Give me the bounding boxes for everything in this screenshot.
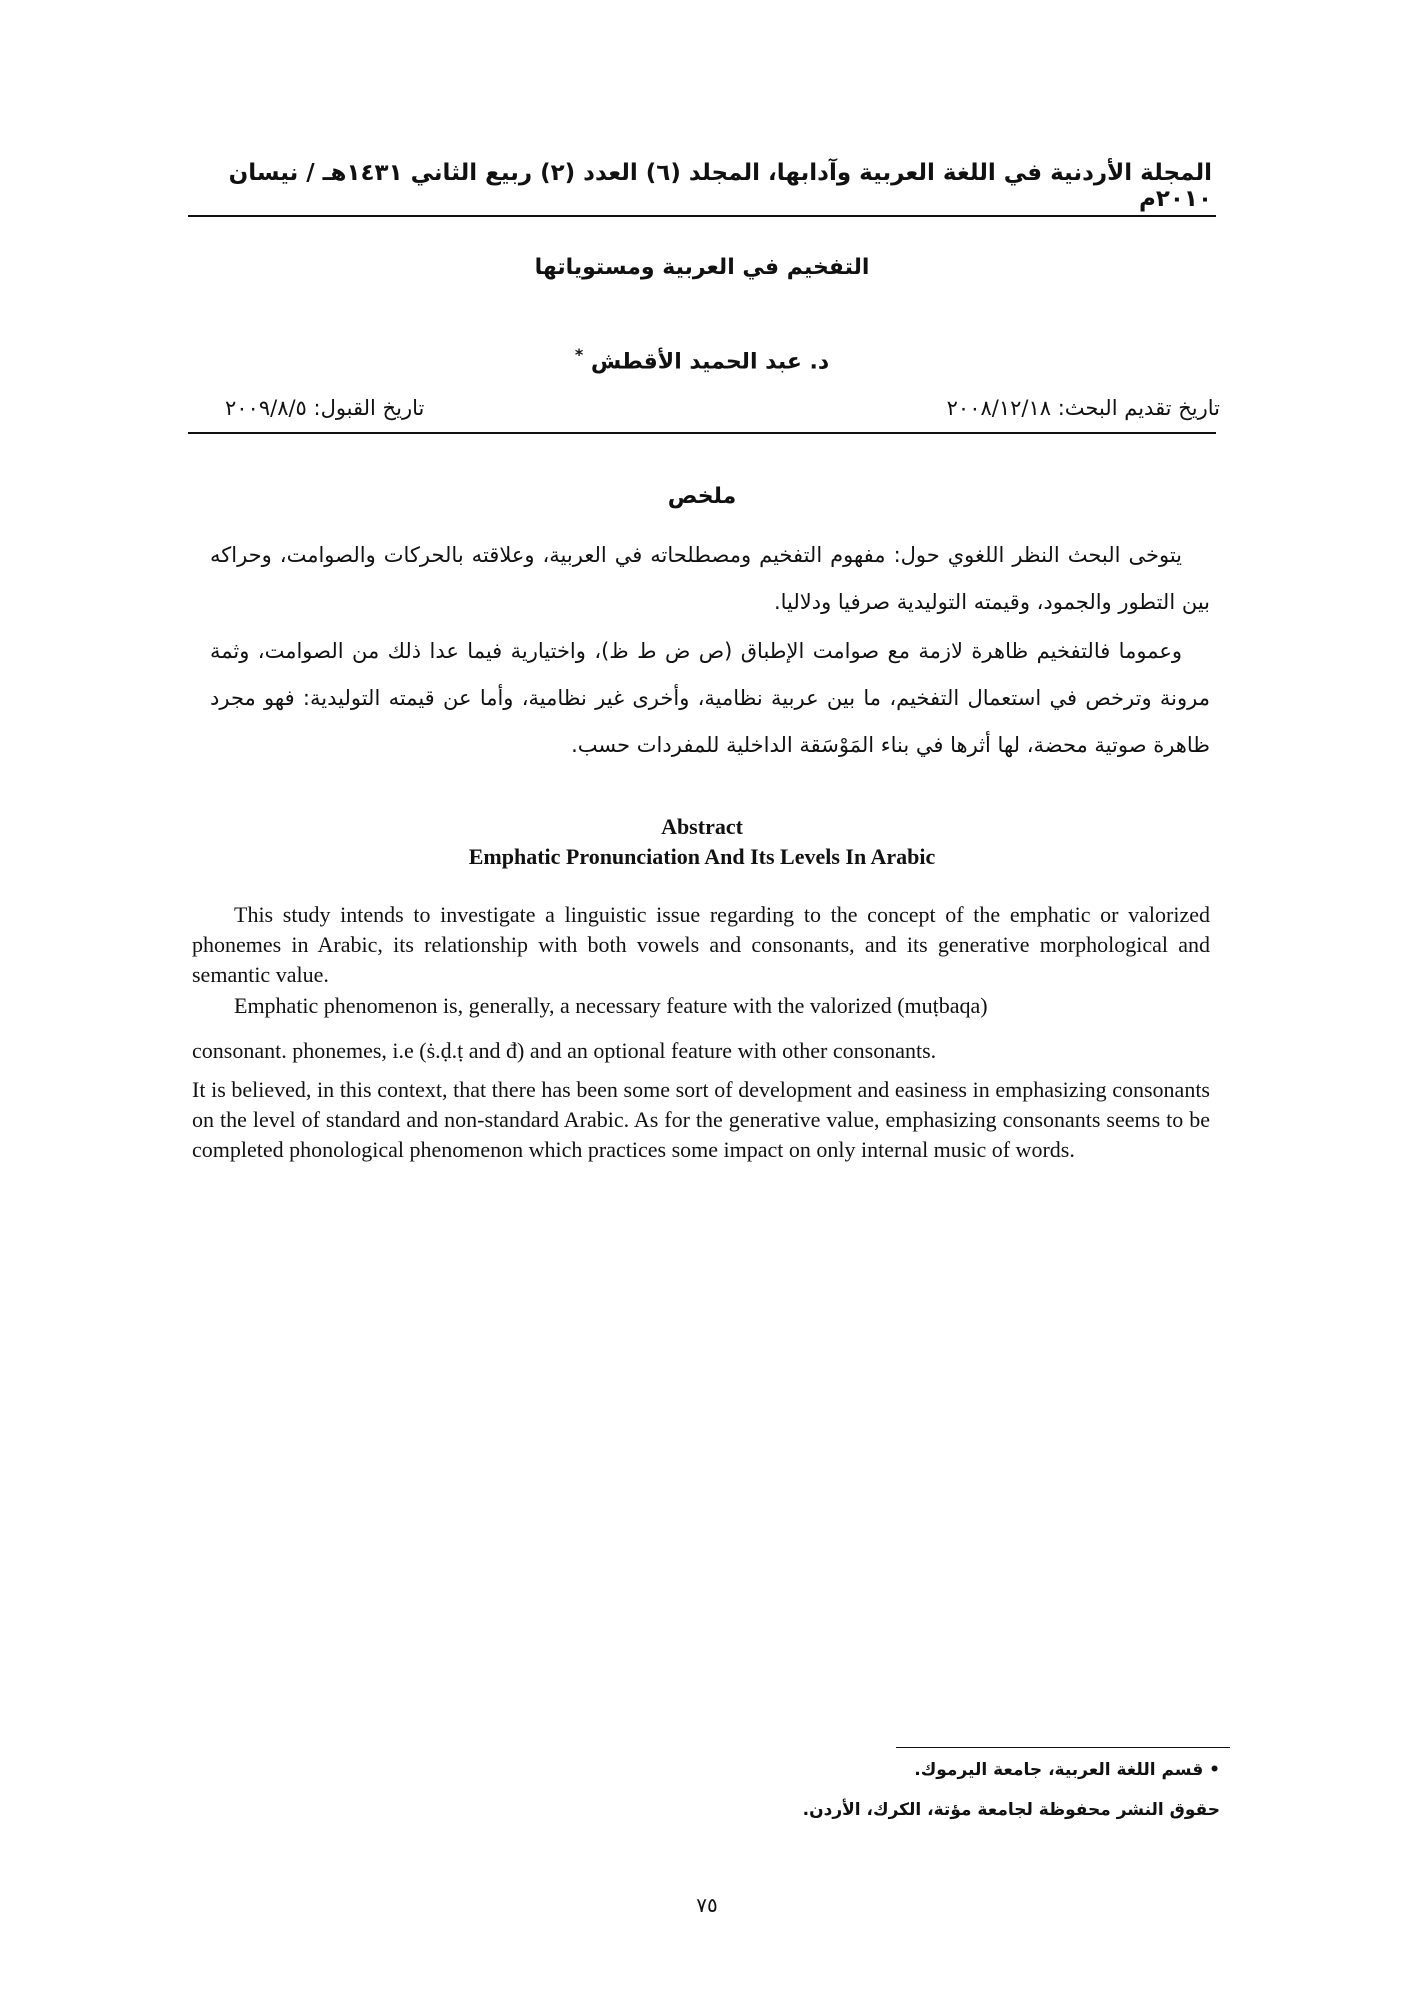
footnote-rule — [896, 1747, 1230, 1748]
english-abstract-paragraph-3: consonant. phonemes, i.e (ṡ.ḍ.ṭ and đ) and an optional feature with other consonants. — [192, 1038, 937, 1063]
arabic-abstract-heading: ملخص — [667, 484, 737, 509]
acceptance-date: تاريخ القبول: ٢٠٠٩/٨/٥ — [225, 396, 425, 420]
submission-date: تاريخ تقديم البحث: ٢٠٠٨/١٢/١٨ — [946, 396, 1220, 420]
author-line — [188, 345, 1216, 374]
english-paper-title: Emphatic Pronunciation And Its Levels In Arabic — [468, 844, 936, 869]
journal-header: المجلة الأردنية في اللغة العربية وآدابها، المجلد (٦) العدد (٢) ربيع الثاني ١٤٣١هـ / نيسان ٢٠١٠م — [228, 160, 1212, 212]
footnote-copyright: حقوق النشر محفوظة لجامعة مؤتة، الكرك، الأردن. — [802, 1800, 1220, 1820]
english-abstract-paragraph-2: Emphatic phenomenon is, generally, a necessary feature with the valorized (muṭbaqa) — [234, 993, 988, 1018]
footnote-affiliation: • قسم اللغة العربية، جامعة اليرموك. — [914, 1760, 1220, 1780]
arabic-abstract-paragraph-1: يتوخى البحث النظر اللغوي حول: مفهوم التفخيم ومصطلحاته في العربية، وعلاقته بالحركات والصوامت، وحراكه بين التطور والجمود، وقيمته التوليدية صرفيا ودلاليا. — [210, 543, 1210, 614]
author-name: د. عبد الحميد الأقطش — [590, 349, 830, 375]
english-abstract-paragraph-1: This study intends to investigate a linguistic issue regarding to the concept of the emphatic or valorized phonemes in Arabic, its relationship with both vowels and consonants, and its generative morphological and semantic value. — [192, 902, 1210, 987]
header-rule — [188, 215, 1216, 217]
english-abstract-heading-block — [188, 812, 1216, 872]
author-footnote-marker: * — [574, 345, 584, 364]
arabic-abstract-paragraph-2: وعموما فالتفخيم ظاهرة لازمة مع صوامت الإطباق (ص ض ط ظ)، واختيارية فيما عدا ذلك من الصوامت، وثمة مرونة وترخص في استعمال التفخيم، ما بين عربية نظامية، وأخرى غير نظامية، وأما عن قيمته التوليدية: فهو مجرد ظاهرة صوتية محضة، لها أثرها في بناء المَوْسَقة الداخلية للمفردات حسب. — [210, 639, 1210, 757]
arabic-title: التفخيم في العربية ومستوياتها — [534, 255, 870, 280]
dates-rule — [188, 432, 1216, 434]
english-abstract-heading: Abstract — [661, 814, 743, 839]
page-number: ٧٥ — [696, 1893, 718, 1917]
english-abstract-paragraph-4: It is believed, in this context, that there has been some sort of development and easiness in emphasizing consonants on the level of standard and non-standard Arabic. As for the generative value, emphasizing consonants seems to be completed phonological phenomenon which practices some impact on only internal music of words. — [192, 1077, 1210, 1162]
